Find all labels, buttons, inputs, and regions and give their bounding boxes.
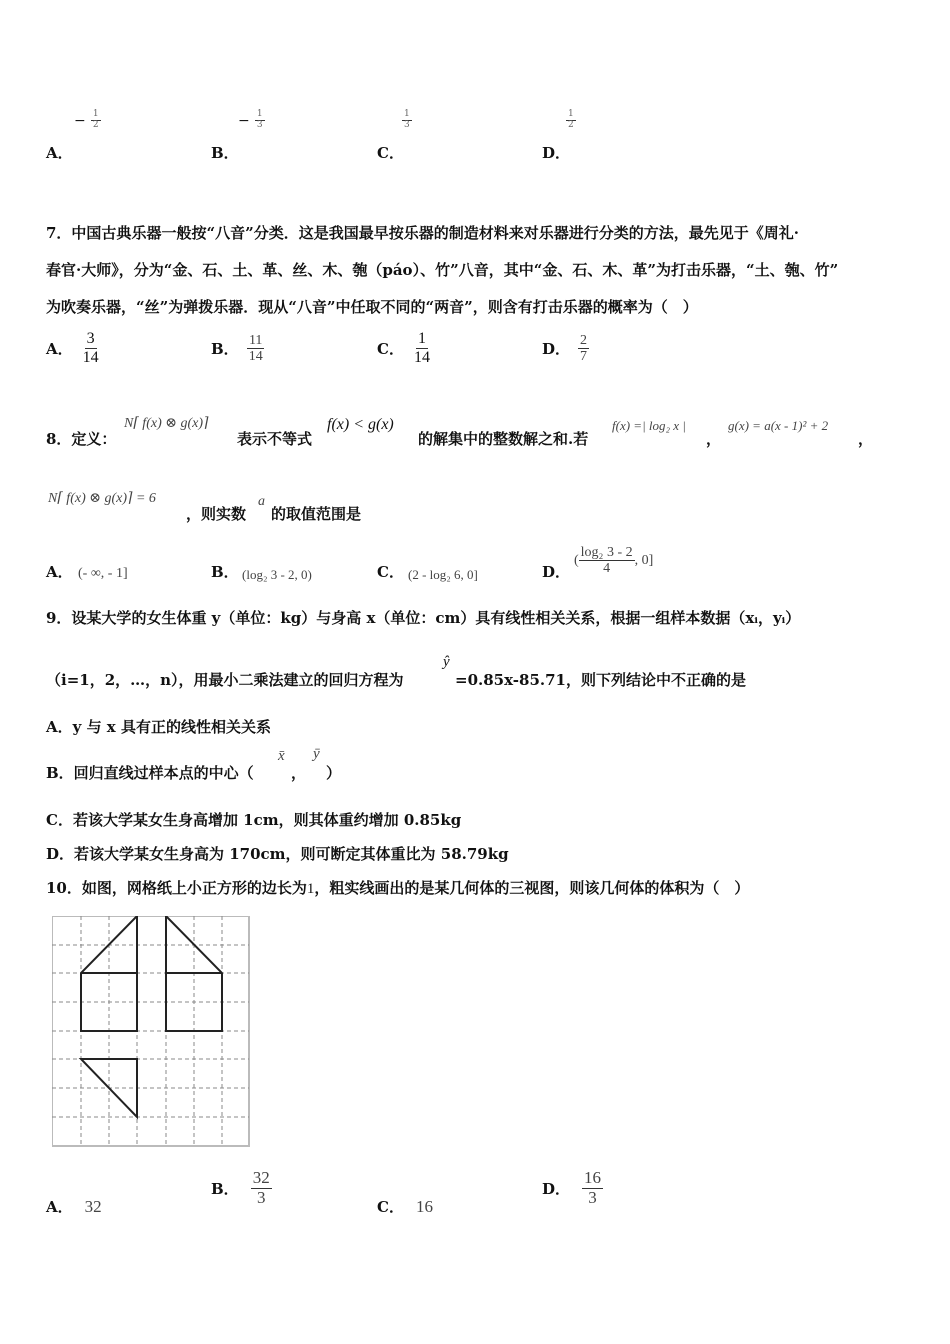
q10-option-c[interactable]: C． 16: [377, 1196, 433, 1216]
q7-text-line2: 春官·大师》，分为“金、石、土、革、丝、木、匏（páo）、竹”八音，其中“金、石、木、革”为打击乐器，“土、匏、竹”: [46, 261, 839, 279]
q9-ybar: ȳ: [313, 746, 320, 762]
q7-option-d[interactable]: [542, 333, 589, 365]
q6-option-a[interactable]: [46, 142, 73, 163]
q8-option-d[interactable]: [542, 561, 570, 582]
option-label: D．: [542, 340, 571, 359]
q7-text-line3: 为吹奏乐器，“丝”为弹拨乐器．现从“八音”中任取不同的“两音”，则含有打击乐器的概率为（ ）: [46, 298, 698, 316]
q8-option-d-value: ( $\frac{\text{log₂ 3 - 2}}{4}$ , 0]: [574, 545, 654, 577]
q7-option-c[interactable]: [377, 330, 432, 366]
fraction: $\frac{1}{2}$: [568, 109, 574, 130]
q6-option-d-value: [566, 110, 576, 131]
q8-g-definition: g(x) = a(x - 1)² + 2: [728, 418, 829, 433]
q8-option-c-value: (2 - log₂ 6, 0]: [408, 567, 478, 582]
fraction: $\frac{1}{3}$: [256, 109, 263, 130]
q8-comma1: ，: [706, 430, 722, 448]
q9-option-a[interactable]: A．y 与 x 具有正的线性相关关系: [46, 718, 271, 736]
option-label: D．: [542, 1179, 571, 1198]
q6-option-d[interactable]: [542, 142, 570, 163]
option-label: B．: [211, 144, 239, 162]
q8-option-a-value: (- ∞, - 1]: [78, 566, 128, 581]
option-label: A．: [46, 1198, 73, 1216]
fraction: $\frac{2}{7}$: [580, 333, 588, 365]
option-label: C．: [377, 1198, 404, 1216]
option-label: D．: [542, 563, 571, 581]
minus-sign: −: [74, 113, 86, 129]
q9-option-b-comma: ，: [291, 764, 307, 782]
q9-xbar: x̄: [278, 748, 285, 764]
q8-comma2: ，: [858, 430, 874, 448]
q6-option-a-value: [74, 110, 101, 131]
fraction: $\frac{\text{log₂ 3 - 2}}{4}$: [580, 545, 633, 577]
q8-text2: 的解集中的整数解之和.若: [418, 430, 589, 448]
q7-text-line1: 7．中国古典乐器一般按“八音”分类．这是我国最早按乐器的制造材料来对乐器进行分类的方法，最先见于《周礼·: [46, 224, 799, 242]
fraction: $\frac{3}{14}$: [82, 330, 99, 366]
option-label: B．: [211, 1179, 239, 1198]
q6-option-c-value: [402, 110, 412, 131]
minus-sign: −: [238, 113, 250, 129]
q10-option-b[interactable]: [211, 1169, 272, 1207]
q8-text3: ，则实数: [186, 505, 247, 523]
q8-condition: N⌈ f(x) ⊗ g(x)⌉ = 6: [48, 491, 156, 506]
q8-option-a[interactable]: [46, 561, 73, 582]
fraction: $\frac{16}{3}$: [584, 1168, 602, 1207]
fraction: $\frac{1}{3}$: [404, 109, 410, 130]
fraction: $\frac{32}{3}$: [252, 1168, 270, 1207]
q9-option-d[interactable]: D．若该大学某女生身高为 170cm，则可断定其体重比为 58.79kg: [46, 845, 509, 863]
q9-option-b[interactable]: B．回归直线过样本点的中心（: [46, 764, 254, 782]
q10-option-a[interactable]: A． 32: [46, 1196, 102, 1216]
q9-yhat: ŷ: [443, 654, 450, 670]
option-label: A．: [46, 563, 73, 581]
q10-text: 10．如图，网格纸上小正方形的边长为1，粗实线画出的是某几何体的三视图，则该几何体的体积为（ ）: [46, 879, 750, 897]
q8-variable-a: a: [258, 494, 265, 509]
q6-option-c[interactable]: [377, 142, 404, 163]
option-label: B．: [211, 563, 239, 581]
option-label: C．: [377, 563, 404, 581]
fraction: $\frac{11}{14}$: [248, 333, 263, 365]
q8-option-b-value: (log₂ 3 - 2, 0): [242, 567, 312, 582]
q9-text-line2b: =0.85x-85.71，则下列结论中不正确的是: [455, 671, 746, 689]
option-label: C．: [377, 144, 404, 162]
q7-option-b[interactable]: [211, 333, 265, 365]
q9-text-line2a: （i=1，2，…，n），用最小二乘法建立的回归方程为: [46, 671, 404, 689]
q9-option-b-close: ）: [326, 764, 342, 782]
three-view-figure: [52, 916, 252, 1148]
option-label: B．: [211, 340, 239, 359]
q8-option-b[interactable]: [211, 561, 239, 582]
q8-notation: N⌈ f(x) ⊗ g(x)⌉: [124, 416, 209, 431]
fraction: $\frac{1}{14}$: [413, 330, 430, 366]
q8-option-c[interactable]: [377, 561, 404, 582]
q9-text-line1: 9．设某大学的女生体重 y（单位：kg）与身高 x（单位：cm）具有线性相关关系，根据一组样本数据（xᵢ，yᵢ）: [46, 609, 801, 627]
q9-option-c[interactable]: C．若该大学某女生身高增加 1cm，则其体重约增加 0.85kg: [46, 811, 462, 829]
option-label: A．: [46, 144, 73, 162]
fraction: $\frac{1}{2}$: [92, 109, 99, 130]
option-label: C．: [377, 339, 404, 358]
q10-option-d[interactable]: [542, 1169, 603, 1207]
q6-option-b-value: [238, 110, 265, 131]
option-label: D．: [542, 144, 571, 162]
q8-text1: 表示不等式: [237, 430, 313, 448]
q8-f-definition: f(x) =| log₂ x |: [612, 418, 686, 433]
q8-inequality: f(x) < g(x): [327, 416, 394, 433]
q8-prefix: 8．定义：: [46, 430, 117, 448]
q8-text4: 的取值范围是: [271, 505, 362, 523]
option-label: A．: [46, 339, 73, 358]
q6-option-b[interactable]: [211, 142, 239, 163]
q7-option-a[interactable]: [46, 330, 101, 366]
